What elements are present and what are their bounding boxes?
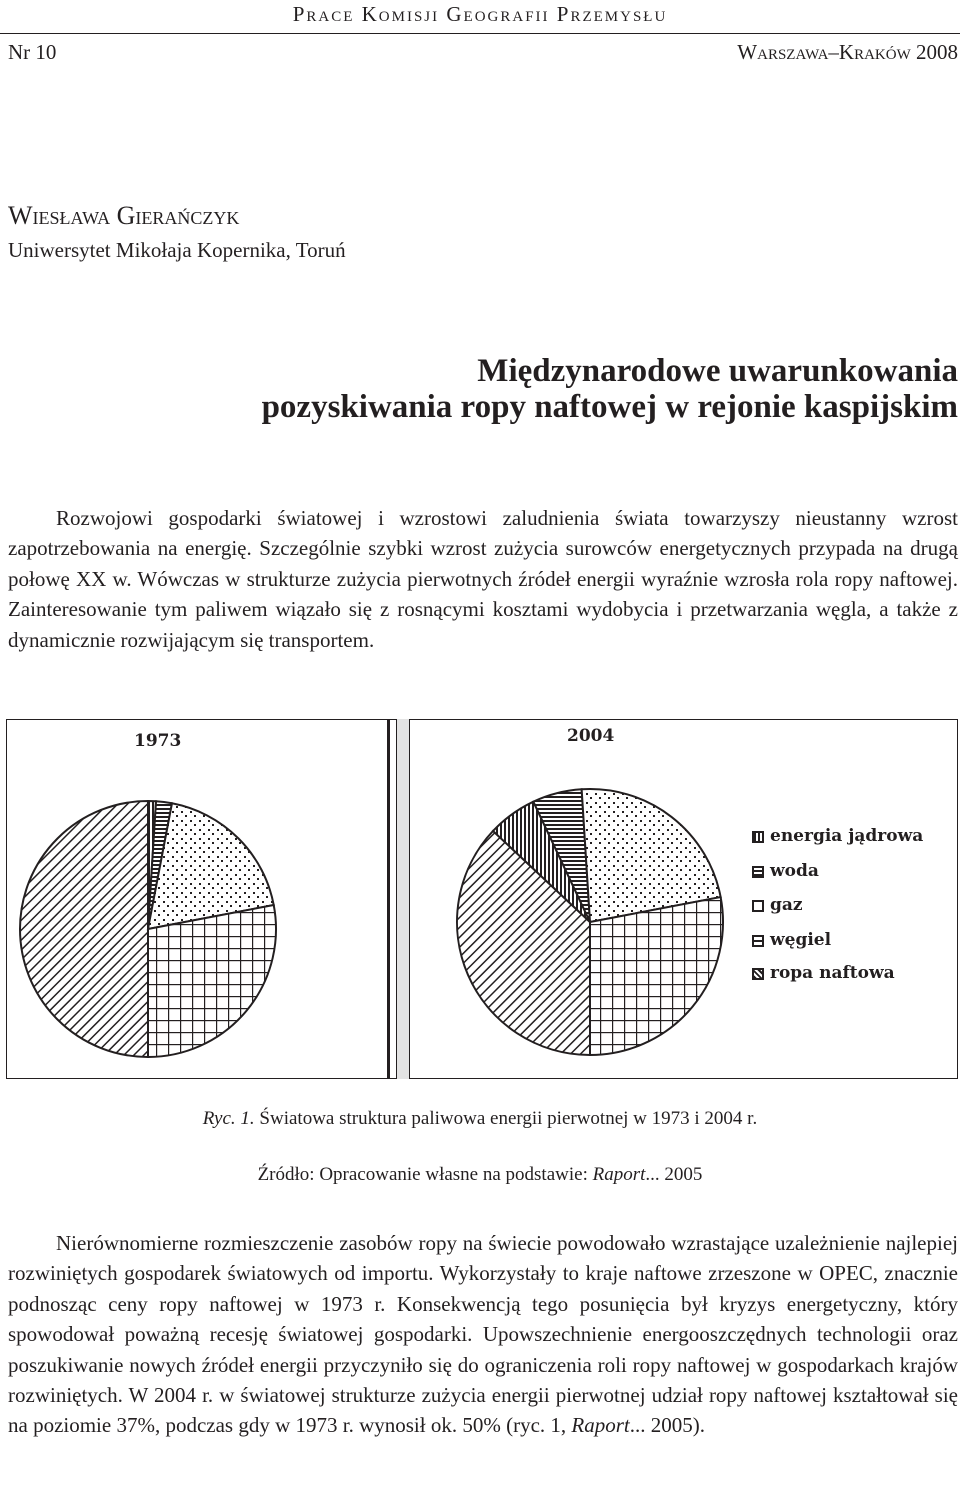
place-year: Warszawa–Kraków 2008	[737, 40, 958, 64]
legend-swatch	[752, 968, 764, 980]
caption-text: Światowa struktura paliwowa energii pierwotnej w 1973 i 2004 r.	[254, 1108, 758, 1129]
article-title-line-1: Międzynarodowe uwarunkowania	[477, 353, 958, 389]
legend-label: energia jądrowa	[770, 826, 924, 846]
legend-item	[752, 963, 895, 985]
pie-slice-2004-4	[590, 897, 723, 1055]
issue-number: Nr 10	[8, 40, 57, 64]
legend-swatch	[752, 831, 764, 843]
intro-paragraph: Rozwojowi gospodarki światowej i wzrostowi zaludnienia świata towarzyszy nieustanny wzrost zapotrzebowania na energię. Szczególnie szybki wzrost zużycia surowców energetycznych przypada na drugą połowę XX w. Wówczas w strukturze zużycia pierwotnych źródeł energii wyraźnie wzrosła rola ropy naftowej. Zainteresowanie tym paliwem wiązało się z rosnącymi kosztami wydobycia i przetwarzania węgla, a także z dynamicznie rozwijającym się transportem.	[8, 506, 958, 652]
body-paragraph-tail: ... 2005).	[629, 1413, 705, 1438]
legend-item	[752, 826, 923, 848]
figure-source	[0, 1164, 960, 1186]
pie-chart-2004	[457, 789, 723, 1055]
legend-swatch	[752, 935, 764, 947]
journal-title: Prace Komisji Geografii Przemysłu	[292, 2, 668, 26]
legend-item	[752, 861, 819, 883]
author-affiliation: Uniwersytet Mikołaja Kopernika, Toruń	[8, 238, 346, 262]
body-paragraph-italic: Raport	[571, 1413, 630, 1438]
article-title-line-2: pozyskiwania ropy naftowej w rejonie kaspijskim	[261, 389, 958, 425]
legend-item	[752, 895, 803, 917]
body-paragraph	[8, 1228, 958, 1441]
pie-chart-1973	[20, 801, 276, 1057]
legend-swatch	[752, 900, 764, 912]
caption-label: Ryc. 1.	[202, 1108, 255, 1129]
legend-label: węgiel	[770, 930, 832, 950]
pie-2004-title: 2004	[567, 726, 615, 746]
source-prefix: Źródło: Opracowanie własne na podstawie:	[257, 1164, 593, 1185]
legend-label: woda	[770, 861, 819, 881]
legend-label: ropa naftowa	[770, 963, 895, 983]
legend-label: gaz	[770, 895, 803, 915]
legend-item	[752, 930, 831, 952]
pie-slice-1973-0	[20, 801, 148, 1057]
legend-swatch	[752, 866, 764, 878]
author-name: Wiesława Gierańczyk	[8, 201, 240, 230]
body-paragraph-main: Nierównomierne rozmieszczenie zasobów ropy na świecie powodowało wzrastające uzależnienie najlepiej rozwiniętych gospodarek światowych od importu. Wykorzystały to kraje naftowe zrzeszone w OPEC, znacznie podnosząc ceny ropy naftowej w 1973 r. Konsekwencją tego posunięcia był kryzys energetyczny, który spowodował poważną recesję światowej gospodarki. Upowszechnienie energooszczędnych technologii oraz poszukiwanie nowych źródeł energii przyczyniło się do ograniczenia roli ropy naftowej w gospodarkach krajów rozwiniętych. W 2004 r. w światowej strukturze zużycia energii pierwotnej udział ropy naftowej kształtował się na poziomie 37%, podczas gdy w 1973 r. wynosił ok. 50% (ryc. 1,	[8, 1231, 958, 1438]
source-italic: Raport	[592, 1164, 646, 1185]
pie-slice-1973-4	[148, 905, 276, 1057]
figure-caption	[0, 1108, 960, 1130]
source-suffix: ... 2005	[645, 1164, 703, 1185]
pie-1973-title: 1973	[134, 731, 182, 751]
